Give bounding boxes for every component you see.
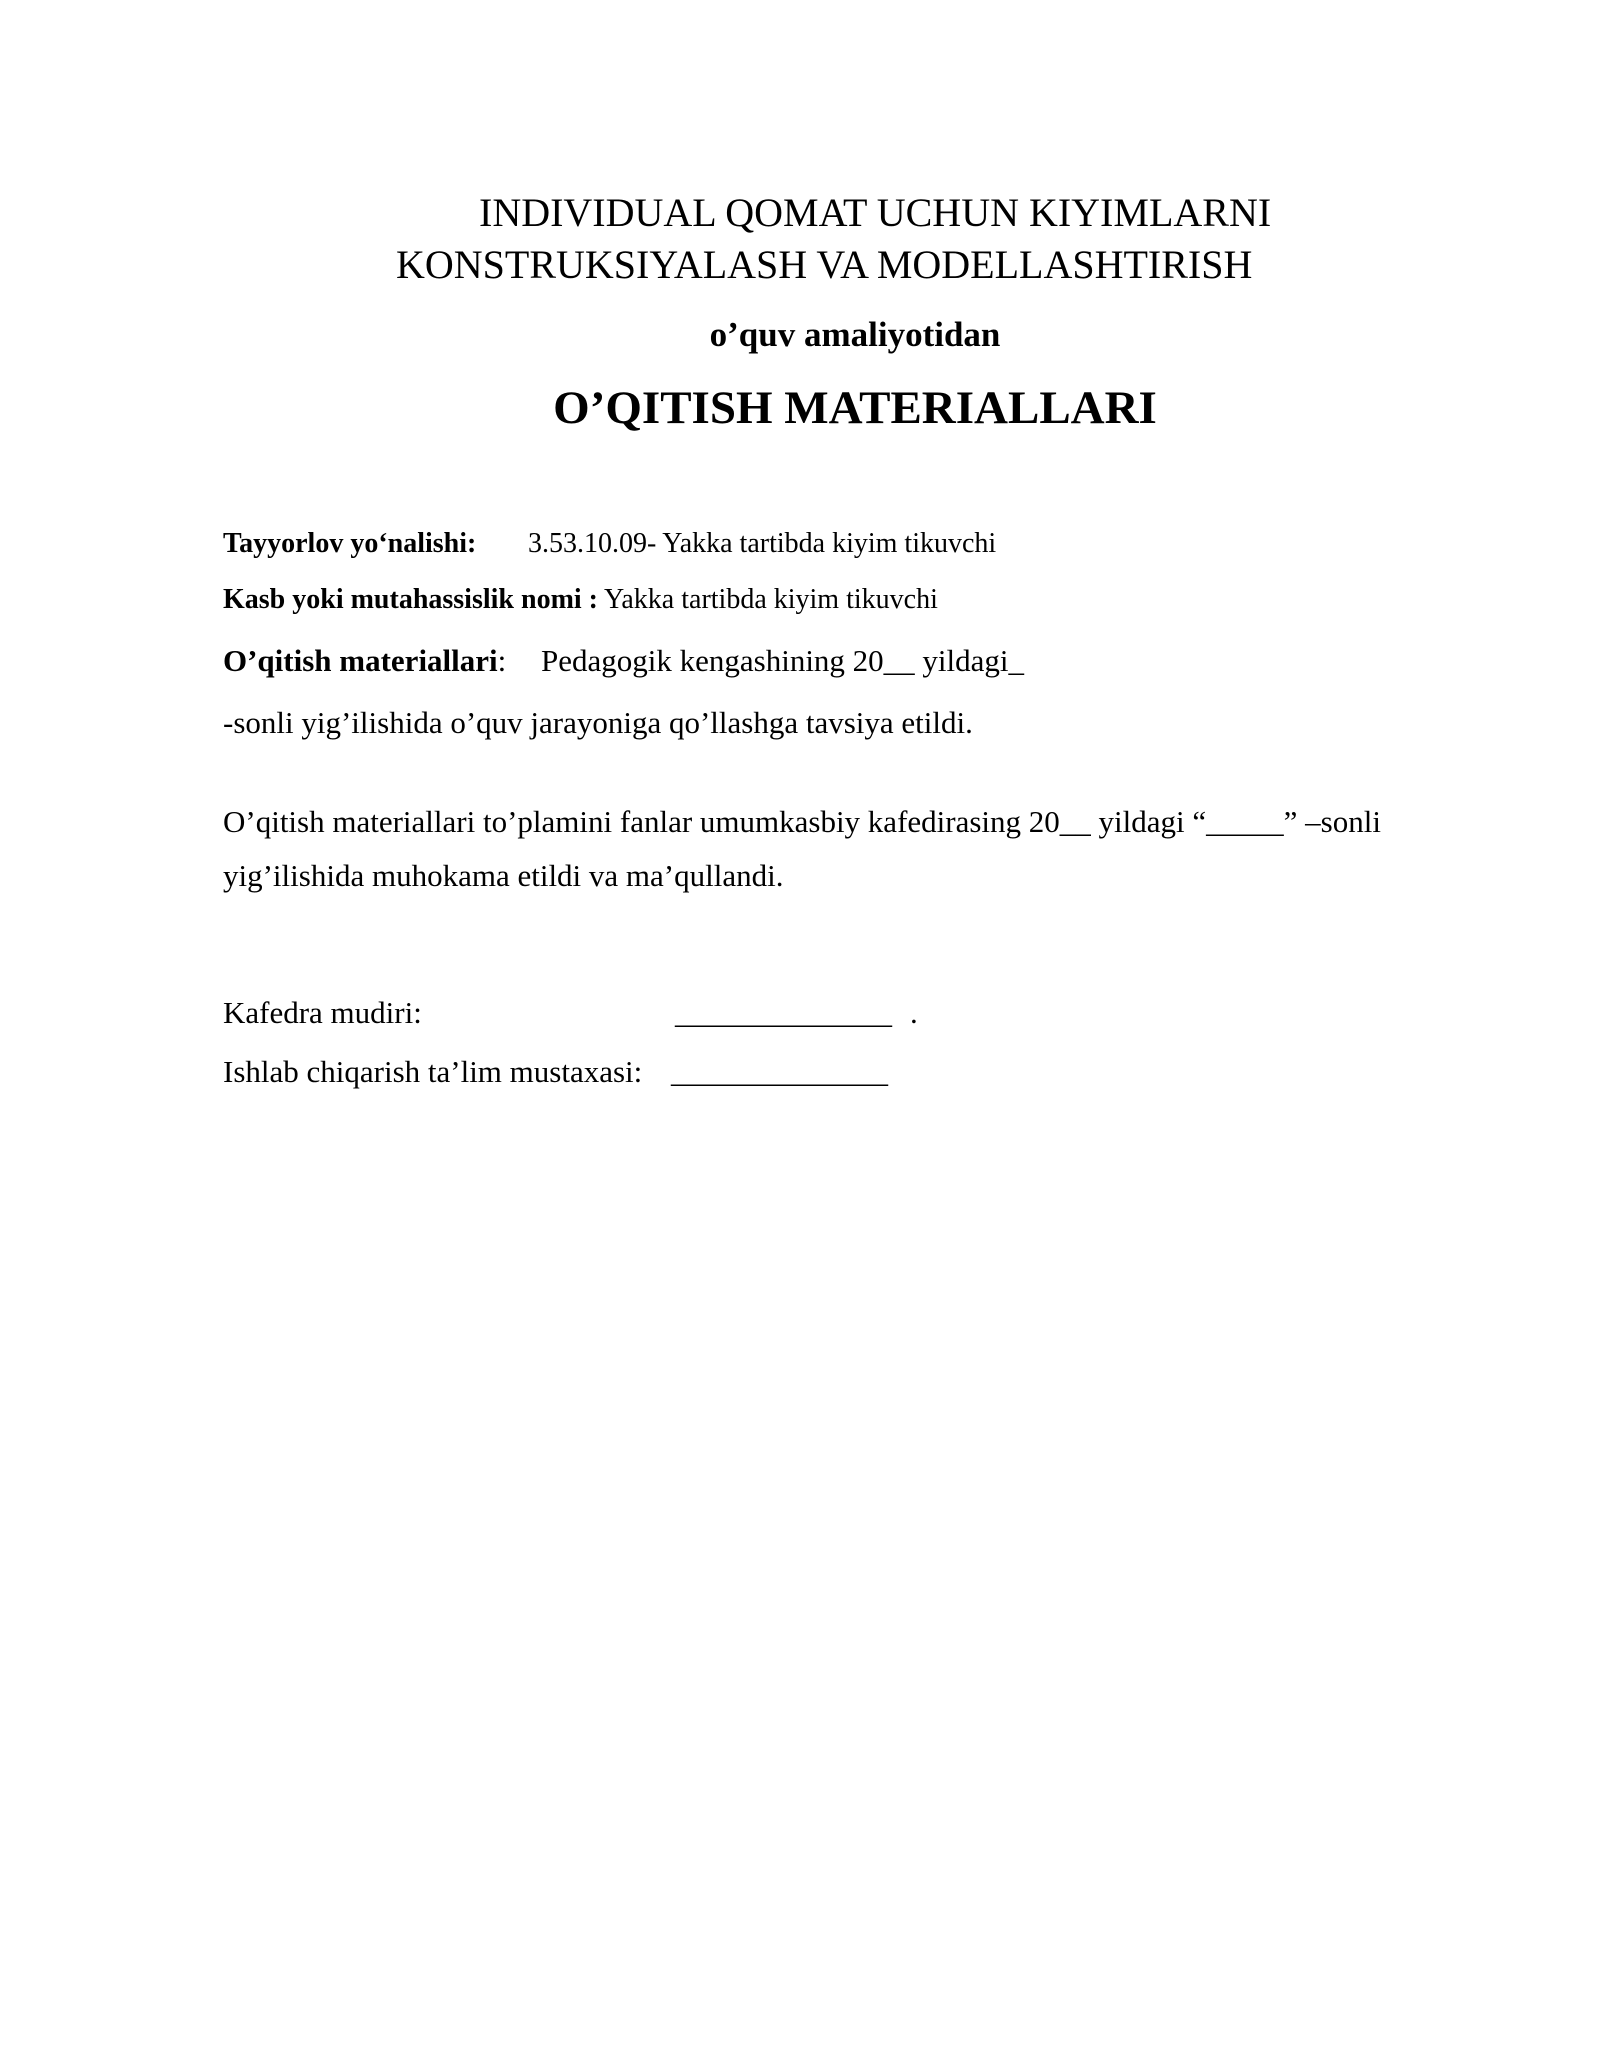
- field-oqitish-continuation: -sonli yig’ilishida o’quv jarayoniga qo’llashga tavsiya etildi.: [223, 705, 973, 740]
- paragraph-line-2: yig’ilishida muhokama etildi va ma’qullandi.: [223, 858, 784, 893]
- field-oqitish-label: O’qitish materiallari: [223, 643, 498, 678]
- signature-kafedra-line: ______________: [675, 995, 892, 1030]
- main-heading: O’QITISH MATERIALLARI: [553, 382, 1157, 434]
- field-kasb-value: Yakka tartibda kiyim tikuvchi: [598, 584, 938, 615]
- signature-ishlab-line: ______________: [671, 1054, 888, 1089]
- field-oqitish-value: Pedagogik kengashining 20__ yildagi_: [541, 643, 1025, 678]
- field-tayyorlov: [223, 528, 997, 559]
- paragraph-line-1: O’qitish materiallari to’plamini fanlar umumkasbiy kafedirasing 20__ yildagi “_____” –sonli: [223, 804, 1381, 839]
- subtitle: o’quv amaliyotidan: [709, 315, 1001, 354]
- signature-kafedra-dot: .: [910, 995, 918, 1030]
- field-oqitish-colon: :: [497, 643, 507, 678]
- title-line-2: KONSTRUKSIYALASH VA MODELLASHTIRISH: [396, 242, 1253, 287]
- field-tayyorlov-label: Tayyorlov yo‘nalishi:: [223, 528, 477, 559]
- field-oqitish: [223, 643, 1025, 678]
- signature-ishlab-label: Ishlab chiqarish ta’lim mustaxasi:: [223, 1054, 643, 1089]
- field-kasb: [223, 586, 938, 614]
- title-line-1: INDIVIDUAL QOMAT UCHUN KIYIMLARNI: [479, 190, 1272, 235]
- field-tayyorlov-value: 3.53.10.09- Yakka tartibda kiyim tikuvchi: [528, 528, 997, 559]
- signature-kafedra-label: Kafedra mudiri:: [223, 995, 422, 1030]
- field-kasb-label: Kasb yoki mutahassislik nomi :: [223, 584, 598, 615]
